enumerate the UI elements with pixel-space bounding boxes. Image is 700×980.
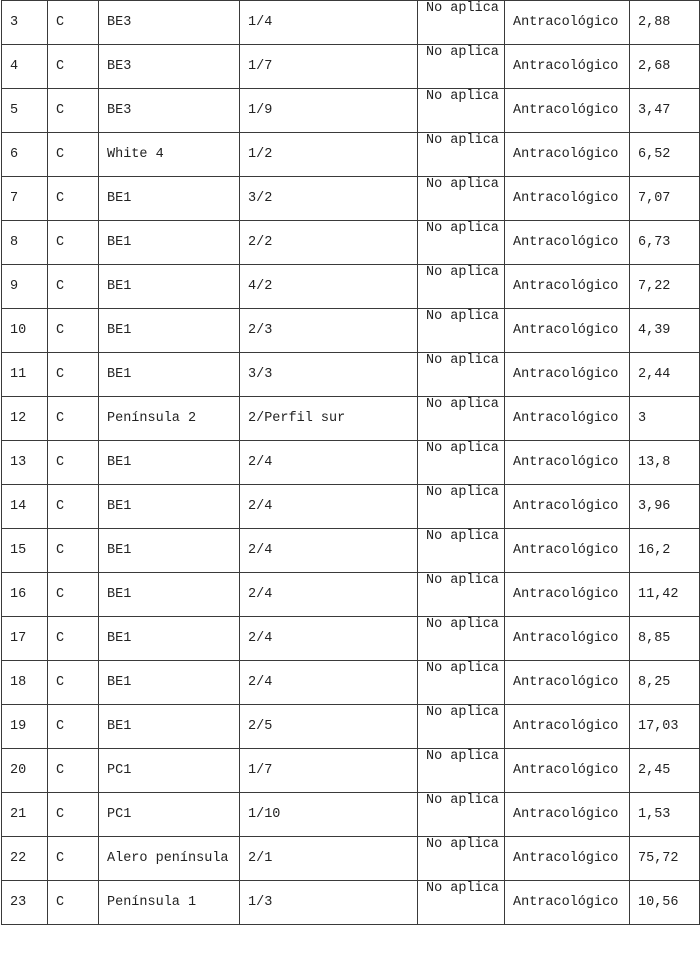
cell-row-number: 19 bbox=[2, 705, 48, 749]
table-row bbox=[2, 1, 700, 45]
cell-row-number: 11 bbox=[2, 353, 48, 397]
samples-table bbox=[1, 0, 700, 925]
cell-site: Península 2 bbox=[99, 397, 240, 441]
cell-site: BE1 bbox=[99, 353, 240, 397]
cell-status: No aplica bbox=[418, 353, 505, 397]
cell-site: BE1 bbox=[99, 441, 240, 485]
cell-row-number: 4 bbox=[2, 45, 48, 89]
cell-row-number: 10 bbox=[2, 309, 48, 353]
cell-value: 2,88 bbox=[630, 1, 700, 45]
table-row bbox=[2, 441, 700, 485]
cell-type: C bbox=[48, 309, 99, 353]
cell-site: BE1 bbox=[99, 529, 240, 573]
cell-unit: 2/4 bbox=[240, 441, 418, 485]
cell-site: BE1 bbox=[99, 265, 240, 309]
table-row bbox=[2, 837, 700, 881]
table-row bbox=[2, 309, 700, 353]
cell-status: No aplica bbox=[418, 397, 505, 441]
cell-row-number: 16 bbox=[2, 573, 48, 617]
cell-value: 7,22 bbox=[630, 265, 700, 309]
cell-type: C bbox=[48, 529, 99, 573]
cell-analysis: Antracológico bbox=[505, 1, 630, 45]
cell-value: 8,85 bbox=[630, 617, 700, 661]
cell-status: No aplica bbox=[418, 89, 505, 133]
cell-row-number: 21 bbox=[2, 793, 48, 837]
cell-value: 17,03 bbox=[630, 705, 700, 749]
table-row bbox=[2, 397, 700, 441]
cell-status: No aplica bbox=[418, 881, 505, 925]
cell-site: BE1 bbox=[99, 705, 240, 749]
cell-row-number: 22 bbox=[2, 837, 48, 881]
cell-analysis: Antracológico bbox=[505, 265, 630, 309]
cell-site: PC1 bbox=[99, 749, 240, 793]
cell-value: 1,53 bbox=[630, 793, 700, 837]
cell-analysis: Antracológico bbox=[505, 309, 630, 353]
cell-status: No aplica bbox=[418, 617, 505, 661]
cell-unit: 2/4 bbox=[240, 529, 418, 573]
cell-site: BE1 bbox=[99, 309, 240, 353]
cell-site: PC1 bbox=[99, 793, 240, 837]
cell-site: BE1 bbox=[99, 661, 240, 705]
cell-type: C bbox=[48, 749, 99, 793]
table-row bbox=[2, 89, 700, 133]
cell-value: 11,42 bbox=[630, 573, 700, 617]
cell-unit: 1/2 bbox=[240, 133, 418, 177]
cell-site: BE1 bbox=[99, 177, 240, 221]
cell-status: No aplica bbox=[418, 837, 505, 881]
table-row bbox=[2, 485, 700, 529]
cell-site: BE3 bbox=[99, 1, 240, 45]
table-row bbox=[2, 529, 700, 573]
cell-value: 16,2 bbox=[630, 529, 700, 573]
cell-analysis: Antracológico bbox=[505, 529, 630, 573]
table-row bbox=[2, 793, 700, 837]
cell-type: C bbox=[48, 617, 99, 661]
cell-analysis: Antracológico bbox=[505, 837, 630, 881]
cell-row-number: 13 bbox=[2, 441, 48, 485]
table-row bbox=[2, 705, 700, 749]
cell-type: C bbox=[48, 45, 99, 89]
cell-analysis: Antracológico bbox=[505, 353, 630, 397]
cell-analysis: Antracológico bbox=[505, 485, 630, 529]
cell-analysis: Antracológico bbox=[505, 881, 630, 925]
cell-site: BE1 bbox=[99, 573, 240, 617]
cell-type: C bbox=[48, 265, 99, 309]
cell-unit: 3/3 bbox=[240, 353, 418, 397]
cell-unit: 1/4 bbox=[240, 1, 418, 45]
table-row bbox=[2, 353, 700, 397]
cell-unit: 4/2 bbox=[240, 265, 418, 309]
cell-status: No aplica bbox=[418, 133, 505, 177]
cell-row-number: 8 bbox=[2, 221, 48, 265]
table-row bbox=[2, 749, 700, 793]
cell-status: No aplica bbox=[418, 793, 505, 837]
cell-unit: 2/4 bbox=[240, 617, 418, 661]
cell-type: C bbox=[48, 837, 99, 881]
cell-analysis: Antracológico bbox=[505, 749, 630, 793]
cell-site: Península 1 bbox=[99, 881, 240, 925]
cell-row-number: 14 bbox=[2, 485, 48, 529]
cell-status: No aplica bbox=[418, 705, 505, 749]
cell-unit: 2/Perfil sur bbox=[240, 397, 418, 441]
cell-unit: 3/2 bbox=[240, 177, 418, 221]
cell-unit: 1/9 bbox=[240, 89, 418, 133]
cell-type: C bbox=[48, 441, 99, 485]
cell-type: C bbox=[48, 353, 99, 397]
cell-row-number: 9 bbox=[2, 265, 48, 309]
table-row bbox=[2, 45, 700, 89]
cell-site: BE3 bbox=[99, 45, 240, 89]
cell-status: No aplica bbox=[418, 529, 505, 573]
cell-site: White 4 bbox=[99, 133, 240, 177]
table-row bbox=[2, 573, 700, 617]
cell-site: Alero península bbox=[99, 837, 240, 881]
cell-row-number: 6 bbox=[2, 133, 48, 177]
cell-type: C bbox=[48, 793, 99, 837]
cell-value: 13,8 bbox=[630, 441, 700, 485]
cell-status: No aplica bbox=[418, 177, 505, 221]
cell-site: BE1 bbox=[99, 617, 240, 661]
cell-value: 10,56 bbox=[630, 881, 700, 925]
cell-type: C bbox=[48, 397, 99, 441]
cell-type: C bbox=[48, 89, 99, 133]
cell-type: C bbox=[48, 573, 99, 617]
cell-value: 3,96 bbox=[630, 485, 700, 529]
cell-value: 8,25 bbox=[630, 661, 700, 705]
cell-status: No aplica bbox=[418, 573, 505, 617]
cell-row-number: 5 bbox=[2, 89, 48, 133]
cell-analysis: Antracológico bbox=[505, 45, 630, 89]
cell-value: 3,47 bbox=[630, 89, 700, 133]
samples-table-body bbox=[2, 1, 700, 925]
cell-value: 75,72 bbox=[630, 837, 700, 881]
cell-status: No aplica bbox=[418, 221, 505, 265]
table-row bbox=[2, 221, 700, 265]
cell-type: C bbox=[48, 1, 99, 45]
cell-type: C bbox=[48, 221, 99, 265]
cell-site: BE3 bbox=[99, 89, 240, 133]
cell-value: 2,68 bbox=[630, 45, 700, 89]
cell-status: No aplica bbox=[418, 441, 505, 485]
cell-analysis: Antracológico bbox=[505, 177, 630, 221]
cell-value: 4,39 bbox=[630, 309, 700, 353]
cell-type: C bbox=[48, 881, 99, 925]
cell-status: No aplica bbox=[418, 749, 505, 793]
cell-analysis: Antracológico bbox=[505, 221, 630, 265]
cell-row-number: 15 bbox=[2, 529, 48, 573]
cell-status: No aplica bbox=[418, 485, 505, 529]
cell-unit: 1/3 bbox=[240, 881, 418, 925]
table-row bbox=[2, 617, 700, 661]
cell-status: No aplica bbox=[418, 265, 505, 309]
cell-unit: 2/4 bbox=[240, 573, 418, 617]
table-row bbox=[2, 661, 700, 705]
table-row bbox=[2, 265, 700, 309]
cell-unit: 2/5 bbox=[240, 705, 418, 749]
cell-status: No aplica bbox=[418, 661, 505, 705]
table-row bbox=[2, 177, 700, 221]
cell-unit: 1/7 bbox=[240, 45, 418, 89]
cell-value: 2,44 bbox=[630, 353, 700, 397]
cell-unit: 2/2 bbox=[240, 221, 418, 265]
cell-analysis: Antracológico bbox=[505, 573, 630, 617]
cell-status: No aplica bbox=[418, 45, 505, 89]
table-row bbox=[2, 881, 700, 925]
cell-row-number: 23 bbox=[2, 881, 48, 925]
cell-unit: 2/4 bbox=[240, 485, 418, 529]
cell-type: C bbox=[48, 485, 99, 529]
cell-type: C bbox=[48, 705, 99, 749]
cell-row-number: 18 bbox=[2, 661, 48, 705]
cell-analysis: Antracológico bbox=[505, 441, 630, 485]
cell-analysis: Antracológico bbox=[505, 133, 630, 177]
cell-row-number: 12 bbox=[2, 397, 48, 441]
cell-analysis: Antracológico bbox=[505, 793, 630, 837]
cell-unit: 2/3 bbox=[240, 309, 418, 353]
cell-value: 3 bbox=[630, 397, 700, 441]
cell-site: BE1 bbox=[99, 221, 240, 265]
cell-value: 6,52 bbox=[630, 133, 700, 177]
cell-row-number: 7 bbox=[2, 177, 48, 221]
cell-type: C bbox=[48, 177, 99, 221]
cell-status: No aplica bbox=[418, 1, 505, 45]
cell-row-number: 3 bbox=[2, 1, 48, 45]
cell-analysis: Antracológico bbox=[505, 705, 630, 749]
table-row bbox=[2, 133, 700, 177]
cell-site: BE1 bbox=[99, 485, 240, 529]
cell-type: C bbox=[48, 133, 99, 177]
cell-status: No aplica bbox=[418, 309, 505, 353]
cell-unit: 2/1 bbox=[240, 837, 418, 881]
cell-unit: 1/10 bbox=[240, 793, 418, 837]
cell-analysis: Antracológico bbox=[505, 397, 630, 441]
cell-row-number: 20 bbox=[2, 749, 48, 793]
cell-value: 2,45 bbox=[630, 749, 700, 793]
cell-analysis: Antracológico bbox=[505, 617, 630, 661]
cell-unit: 2/4 bbox=[240, 661, 418, 705]
cell-unit: 1/7 bbox=[240, 749, 418, 793]
cell-row-number: 17 bbox=[2, 617, 48, 661]
cell-analysis: Antracológico bbox=[505, 89, 630, 133]
cell-analysis: Antracológico bbox=[505, 661, 630, 705]
cell-value: 6,73 bbox=[630, 221, 700, 265]
cell-value: 7,07 bbox=[630, 177, 700, 221]
cell-type: C bbox=[48, 661, 99, 705]
